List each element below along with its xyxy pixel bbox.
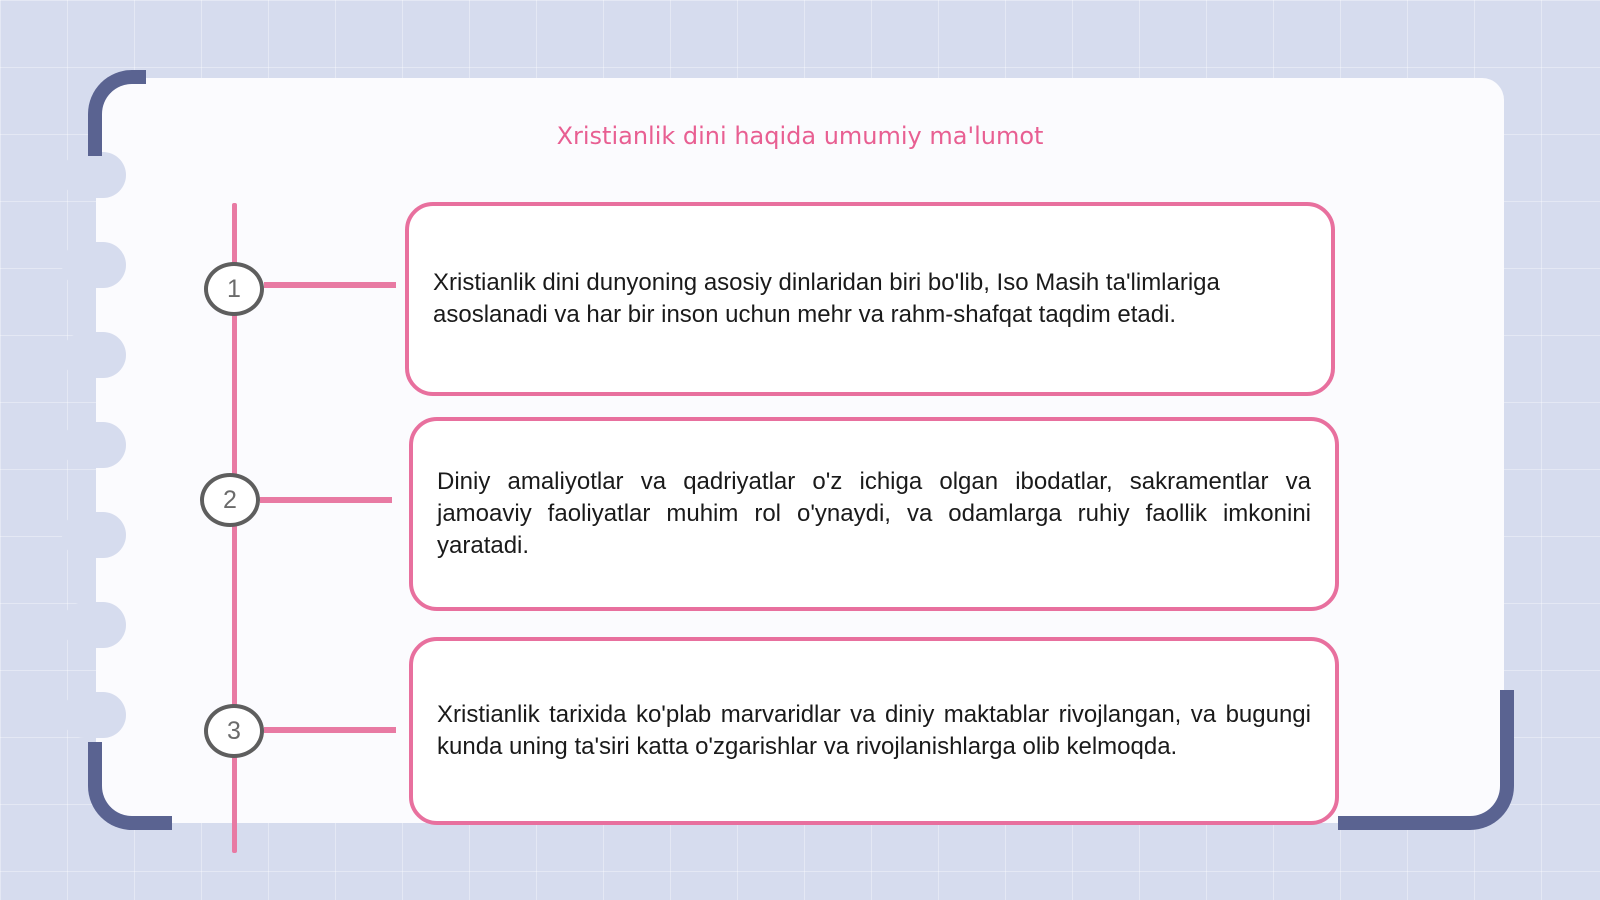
info-card-text: Xristianlik dini dunyoning asosiy dinlaridan biri bo'lib, Iso Masih ta'limlariga asoslanadi va har bir inson uchun mehr va rahm-shafqat taqdim etadi. [433,269,1220,328]
binder-hole [62,422,126,468]
info-card-text: Diniy amaliyotlar va qadriyatlar o'z ichiga olgan ibodatlar, sakramentlar va jamoaviy faoliyatlar muhim rol o'ynaydi, va odamlarga ruhiy faollik imkonini yaratadi. [437,468,1311,559]
step-number: 2 [223,485,237,514]
step-number: 3 [227,716,241,745]
timeline-connector [264,727,396,733]
step-number: 1 [227,274,241,303]
step-marker-2 [200,473,260,527]
frame-corner-bottom-right [1338,690,1514,830]
binder-hole [62,602,126,648]
binder-hole [62,332,126,378]
step-marker-3 [204,704,264,758]
slide-title: Xristianlik dini haqida umumiy ma'lumot [556,122,1044,150]
timeline-connector [264,282,396,288]
info-card-2 [409,417,1339,611]
binder-hole [62,692,126,738]
step-marker-1 [204,262,264,316]
info-card-text: Xristianlik tarixida ko'plab marvaridlar va diniy maktablar rivojlangan, va bugungi kunda uning ta'siri katta o'zgarishlar va rivojlanishlarga olib kelmoqda. [437,701,1311,760]
binder-hole [62,242,126,288]
binder-hole [62,512,126,558]
frame-corner-bottom-left [88,742,172,830]
frame-corner-top-left [88,70,146,156]
info-card-3 [409,637,1339,825]
timeline-connector [260,497,392,503]
binder-hole [62,152,126,198]
info-card-1 [405,202,1335,396]
